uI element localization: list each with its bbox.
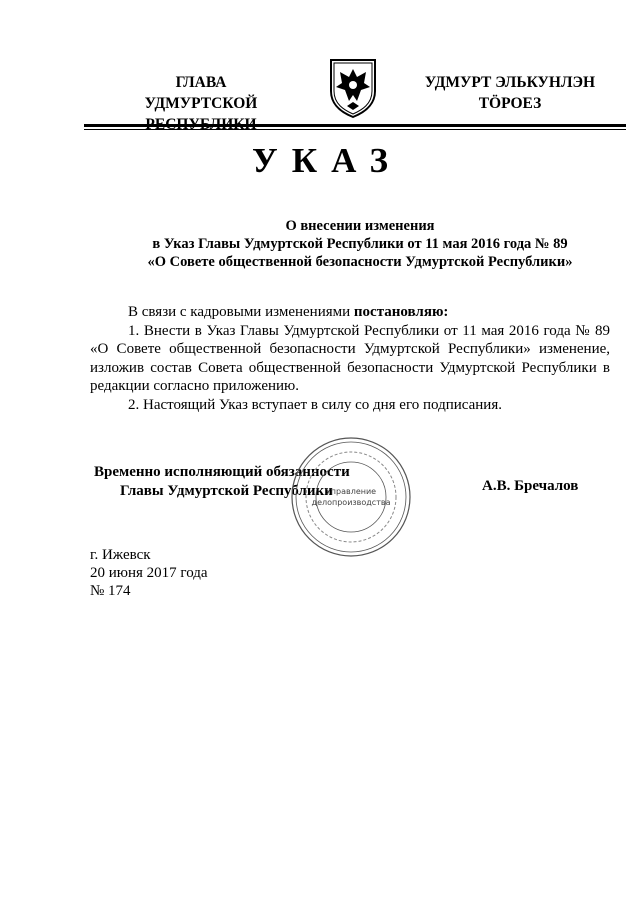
header-right-line2: ТӦРОЕЗ — [478, 95, 542, 112]
document-title: УКАЗ — [252, 141, 402, 180]
subject-line3: «О Совете общественной безопасности Удмуртской Республики» — [147, 254, 573, 270]
signatory-name: А.В. Бречалов — [482, 478, 579, 494]
header-left-line2: УДМУРТСКОЙ — [144, 95, 258, 112]
header-left-line1: ГЛАВА — [175, 74, 227, 91]
coat-of-arms-emblem-icon — [327, 57, 379, 119]
body-item1: 1. Внести в Указ Главы Удмуртской Республики от 11 мая 2016 года № 89 «О Совете общественной безопасности Удмуртской Республики» изменение, изложив состав Совета общественной безопасности Удмуртской Республики в редакции согласно приложению. — [90, 322, 610, 394]
header-divider-thick — [84, 124, 626, 127]
body-intro — [90, 303, 610, 322]
intro-bold-text: постановляю: — [353, 304, 449, 320]
signatory-position-line2: Главы Удмуртской Республики — [120, 483, 333, 499]
body-item2: 2. Настоящий Указ вступает в силу со дня его подписания. — [128, 396, 502, 413]
footer-city: г. Ижевск — [90, 547, 151, 563]
intro-text: В связи с кадровыми изменениями — [128, 304, 351, 320]
seal-center-line1: Управление — [325, 487, 377, 496]
official-seal-stamp-icon — [290, 436, 412, 558]
seal-center-line2: делопроизводства — [311, 498, 391, 507]
signatory-position-line1: Временно исполняющий обязанности — [94, 464, 350, 480]
header-divider-thin — [84, 129, 626, 130]
footer-date: 20 июня 2017 года — [90, 565, 208, 581]
footer-number: № 174 — [90, 583, 131, 599]
subject-line2: в Указ Главы Удмуртской Республики от 11 мая 2016 года № 89 — [152, 236, 568, 252]
document-footer — [90, 546, 208, 600]
header-right-line1: УДМУРТ ЭЛЬКУНЛЭН — [424, 74, 596, 91]
subject-line1: О внесении изменения — [285, 218, 435, 234]
document-subject — [90, 217, 630, 271]
header-right — [412, 72, 608, 114]
document-body — [90, 303, 610, 414]
